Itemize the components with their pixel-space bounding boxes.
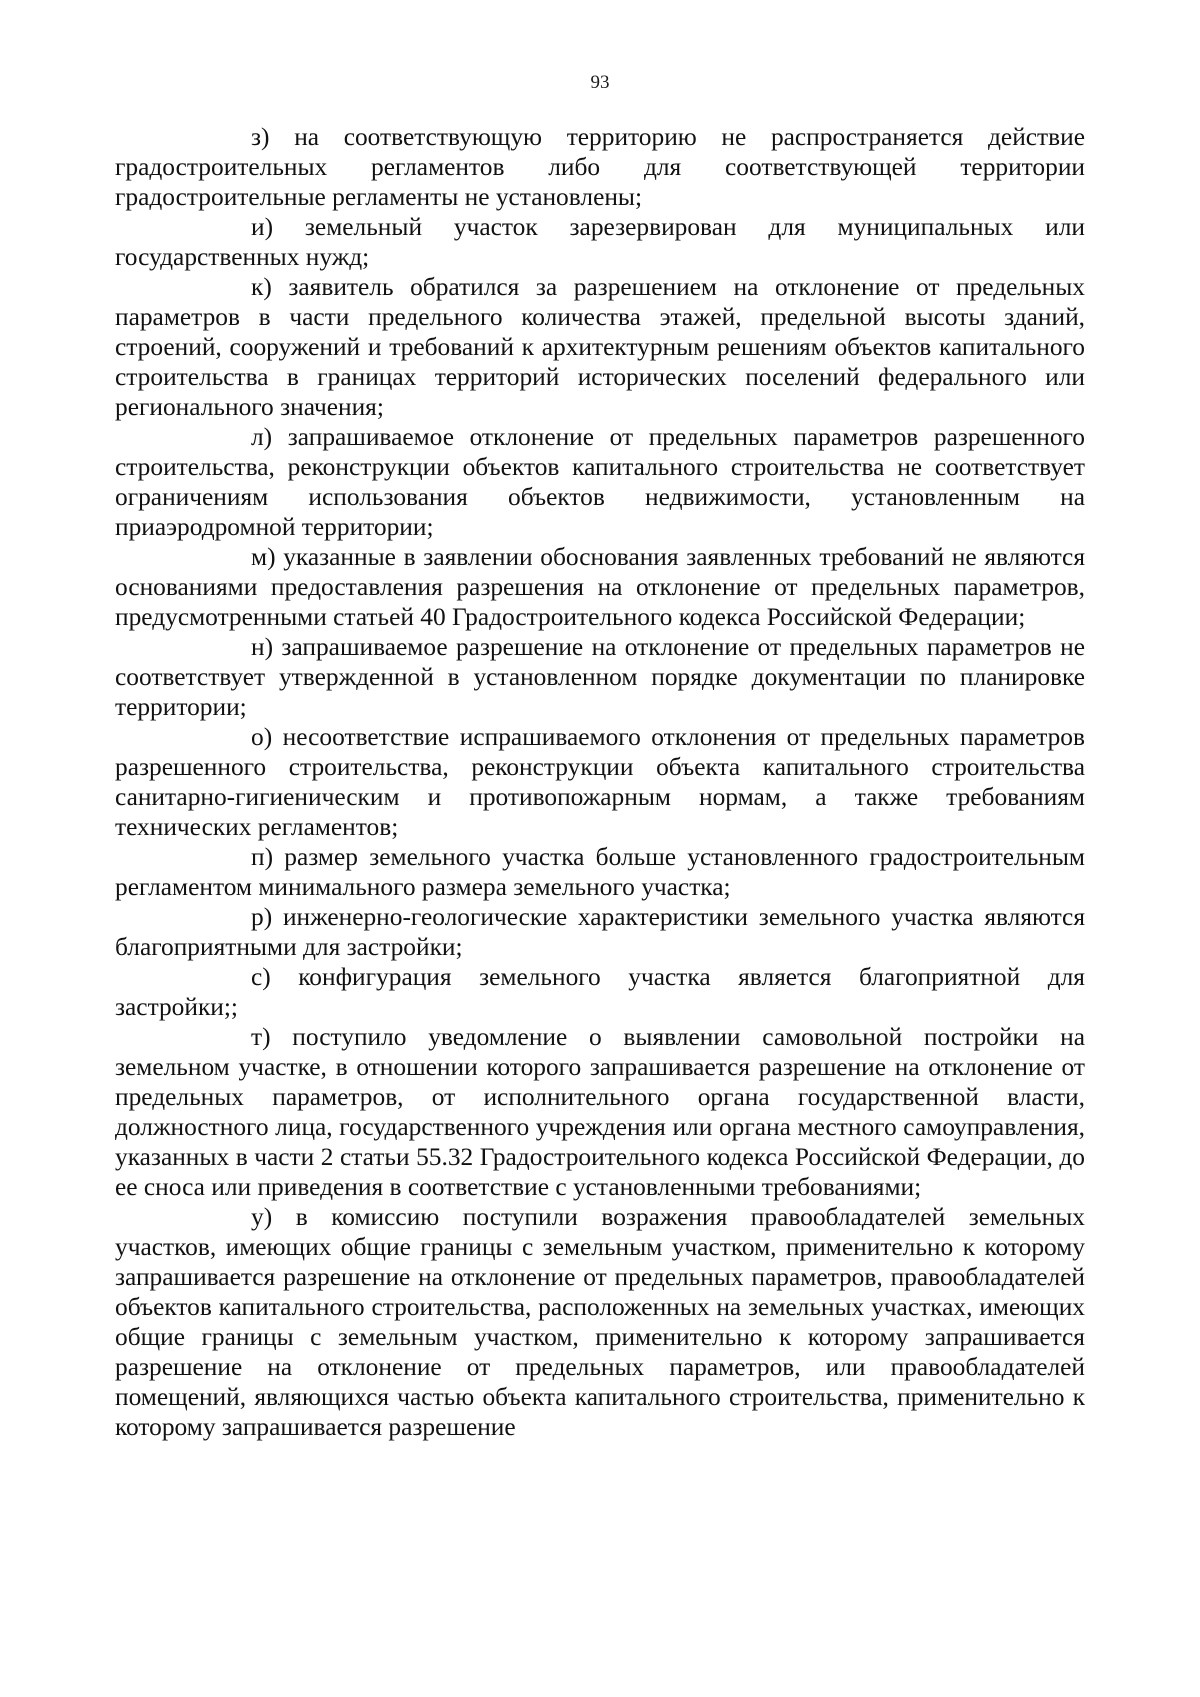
item-marker: н): [251, 633, 274, 661]
document-body: [115, 122, 1085, 1442]
item-text: заявитель обратился за разрешением на отклонение от предельных параметров в части предельного количества этажей, предельной высоты зданий, строений, сооружений и требований к архитектурным решениям объектов капитального строительства в границах территорий исторических поселений федерального или регионального значения;: [115, 273, 1085, 421]
item-text: запрашиваемое отклонение от предельных параметров разрешенного строительства, реконструкции объектов капитального строительства не соответствует ограничениям использования объектов недвижимости, установленным на приаэродромной территории;: [115, 423, 1086, 541]
list-item-l: [115, 422, 1085, 542]
item-marker: п): [251, 843, 274, 871]
list-item-u: [115, 1202, 1085, 1442]
item-marker: т): [251, 1023, 271, 1051]
item-text: поступило уведомление о выявлении самовольной постройки на земельном участке, в отношении которого запрашивается разрешение на отклонение от предельных параметров, от исполнительного органа государственной власти, должностного лица, государственного учреждения или органа местного самоуправления, указанных в части 2 статьи 55.32 Градостроительного кодекса Российской Федерации, до ее сноса или приведения в соответствие с установленными требованиями;: [115, 1023, 1085, 1201]
item-text: инженерно-геологические характеристики земельного участка являются благоприятными для застройки;: [115, 903, 1085, 961]
item-text: размер земельного участка больше установленного градостроительным регламентом минимального размера земельного участка;: [115, 843, 1085, 901]
item-text: земельный участок зарезервирован для муниципальных или государственных нужд;: [115, 213, 1085, 271]
list-item-n: [115, 632, 1085, 722]
list-item-o: [115, 722, 1085, 842]
item-text: запрашиваемое разрешение на отклонение от предельных параметров не соответствует утвержденной в установленном порядке документации по планировке территории;: [115, 633, 1085, 721]
item-text: несоответствие испрашиваемого отклонения от предельных параметров разрешенного строительства, реконструкции объекта капитального строительства санитарно-гигиеническим и противопожарным нормам, а также требованиям технических регламентов;: [115, 723, 1085, 841]
item-text: конфигурация земельного участка является благоприятной для застройки;;: [115, 963, 1085, 1021]
item-marker: у): [251, 1203, 273, 1231]
item-marker: м): [251, 543, 276, 571]
item-text: на соответствующую территорию не распространяется действие градостроительных регламентов либо для соответствующей территории градостроительные регламенты не установлены;: [115, 123, 1085, 211]
list-item-s: [115, 962, 1085, 1022]
item-text: указанные в заявлении обоснования заявленных требований не являются основаниями предоставления разрешения на отклонение от предельных параметров, предусмотренными статьей 40 Градостроительного кодекса Российской Федерации;: [115, 543, 1085, 631]
item-marker: з): [251, 123, 270, 151]
list-item-k: [115, 272, 1085, 422]
list-item-i: [115, 212, 1085, 272]
item-marker: р): [251, 903, 273, 931]
list-item-r: [115, 902, 1085, 962]
item-marker: к): [251, 273, 272, 301]
item-marker: с): [251, 963, 271, 991]
list-item-p: [115, 842, 1085, 902]
item-marker: л): [251, 423, 273, 451]
list-item-m: [115, 542, 1085, 632]
item-text: в комиссию поступили возражения правообладателей земельных участков, имеющих общие границы с земельным участком, применительно к которому запрашивается разрешение на отклонение от предельных параметров, правообладателей объектов капитального строительства, расположенных на земельных участках, имеющих общие границы с земельным участком, применительно к которому запрашивается разрешение на отклонение от предельных параметров, или правообладателей помещений, являющихся частью объекта капитального строительства, применительно к которому запрашивается разрешение: [115, 1203, 1085, 1441]
page-number: 93: [590, 72, 610, 93]
item-marker: о): [251, 723, 273, 751]
list-item-z: [115, 122, 1085, 212]
item-marker: и): [251, 213, 274, 241]
list-item-t: [115, 1022, 1085, 1202]
